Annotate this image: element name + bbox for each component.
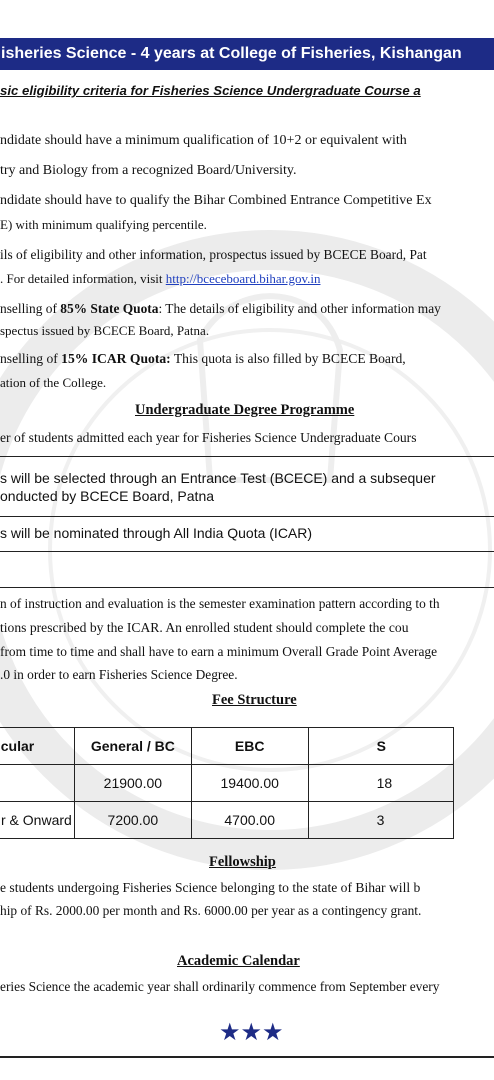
fee-col-sc: S: [308, 728, 453, 765]
eligibility-p4-rest: : The details of eligibility and other information may: [158, 301, 441, 316]
instruction-line3: from time to time and shall have to earn a minimum Overall Grade Point Average: [0, 644, 438, 659]
fee-structure-heading: Fee Structure: [212, 692, 297, 708]
instruction-line1: n of instruction and evaluation is the semester examination pattern according to th: [0, 596, 440, 611]
instruction-line2: tions prescribed by the ICAR. An enrolled student should complete the cou: [0, 620, 409, 635]
eligibility-p5-line2: ation of the College.: [0, 375, 107, 390]
fellowship-line1: e students undergoing Fisheries Science belonging to the state of Bihar will b: [0, 880, 421, 895]
ug-row1-line2: onducted by BCECE Board, Patna: [0, 488, 215, 504]
state-quota-label: 85% State Quota: [60, 301, 159, 316]
ug-table-rule-2: [0, 516, 494, 517]
footer-stars-ornament: ★★★: [219, 1018, 284, 1046]
eligibility-p5-line1: [0, 351, 406, 367]
eligibility-p5-prefix: nselling of: [0, 351, 62, 366]
fee-table: [0, 727, 454, 839]
fellowship-heading: Fellowship: [209, 854, 276, 870]
fee-col-ebc: EBC: [191, 728, 308, 765]
ug-row1-line1: s will be selected through an Entrance Test (BCECE) and a subsequer: [0, 470, 436, 486]
eligibility-subheading: sic eligibility criteria for Fisheries Science Undergraduate Course a: [0, 83, 421, 98]
bceceboard-link[interactable]: http://bceceboard.bihar.gov.in: [165, 271, 321, 286]
page-banner: [0, 38, 494, 70]
fee-cell: 18: [308, 765, 453, 802]
fee-cell: 21900.00: [74, 765, 191, 802]
fee-cell: 7200.00: [74, 802, 191, 839]
fee-cell: 3: [308, 802, 453, 839]
eligibility-p5-rest: This quota is also filled by BCECE Board,: [170, 351, 406, 366]
eligibility-p4-prefix: nselling of: [0, 301, 61, 316]
ug-table-rule-3: [0, 551, 494, 552]
eligibility-p1-line1: ndidate should have a minimum qualification of 10+2 or equivalent with: [0, 133, 407, 148]
eligibility-p2-line1: ndidate should have to qualify the Bihar Combined Entrance Competitive Ex: [0, 193, 432, 208]
academic-calendar-heading: Academic Calendar: [177, 953, 300, 969]
table-row: [0, 802, 454, 839]
fee-cell: r & Onward: [0, 802, 74, 839]
academic-calendar-line1: eries Science the academic year shall ordinarily commence from September every: [0, 979, 440, 994]
eligibility-p4-line1: [0, 301, 441, 317]
fellowship-line2: hip of Rs. 2000.00 per month and Rs. 6000.00 per year as a contingency grant.: [0, 903, 422, 918]
fee-col-particular: cular: [0, 728, 74, 765]
ug-row2: s will be nominated through All India Quota (ICAR): [0, 525, 313, 541]
eligibility-p3-line1: ils of eligibility and other information, prospectus issued by BCECE Board, Pat: [0, 247, 427, 262]
fee-cell: 4700.00: [191, 802, 308, 839]
ug-programme-intro: er of students admitted each year for Fisheries Science Undergraduate Cours: [0, 430, 417, 445]
eligibility-p2-line2: E) with minimum qualifying percentile.: [0, 217, 207, 232]
eligibility-p1-line2: try and Biology from a recognized Board/University.: [0, 163, 297, 178]
icar-quota-label: 15% ICAR Quota:: [61, 351, 171, 366]
eligibility-p4-line2: spectus issued by BCECE Board, Patna.: [0, 323, 210, 338]
fee-cell: [0, 765, 74, 802]
bottom-rule: [0, 1056, 494, 1058]
eligibility-p3-line2-prefix: . For detailed information, visit: [0, 271, 166, 286]
ug-table-rule-4: [0, 587, 494, 588]
instruction-line4: .0 in order to earn Fisheries Science Degree.: [0, 667, 238, 682]
table-row: [0, 765, 454, 802]
fee-cell: 19400.00: [191, 765, 308, 802]
fee-col-general-bc: General / BC: [74, 728, 191, 765]
fee-table-header-row: [0, 728, 454, 765]
eligibility-p3-line2: [0, 271, 320, 287]
banner-title: isheries Science - 4 years at College of Fisheries, Kishangan: [1, 45, 462, 62]
ug-table-rule-1: [0, 456, 494, 457]
ug-programme-heading: Undergraduate Degree Programme: [135, 402, 355, 418]
